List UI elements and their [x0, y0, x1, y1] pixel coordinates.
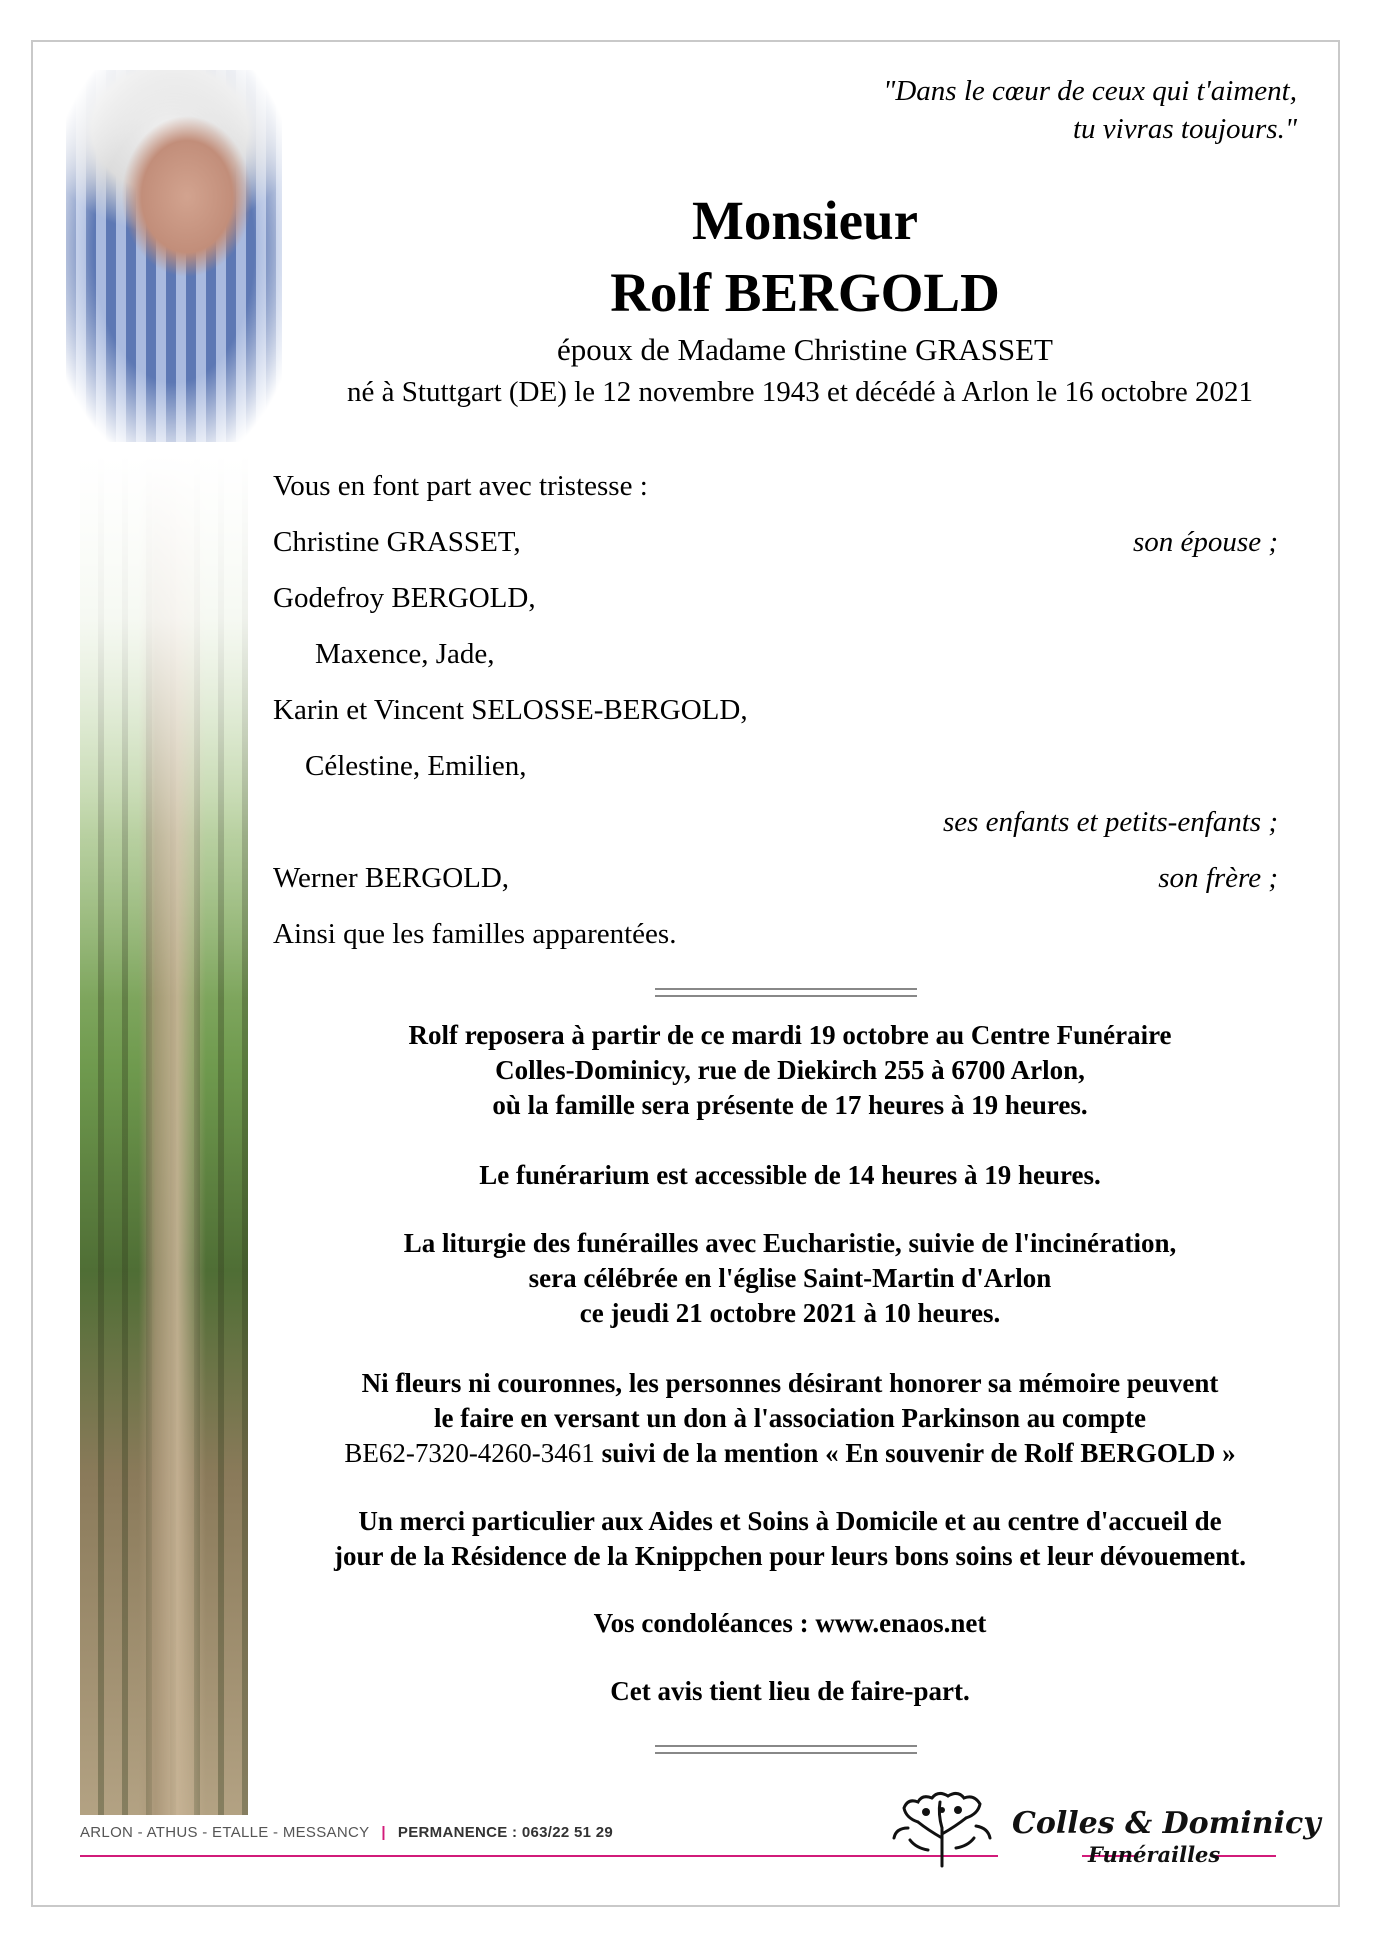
family-member: Werner BERGOLD, — [273, 862, 510, 894]
birth-death-line: né à Stuttgart (DE) le 12 novembre 1943 et décédé à Arlon le 16 octobre 2021 — [347, 376, 1253, 408]
spouse-line: époux de Madame Christine GRASSET — [557, 332, 1053, 367]
liturgy-paragraph: La liturgie des funérailles avec Eucharistie, suivie de l'incinération, sera célébrée en l'église Saint-Martin d'Arlon ce jeudi 21 octobre 2021 à 10 heures. — [403, 1228, 1177, 1328]
family-role: son frère ; — [1158, 862, 1278, 894]
funerarium-hours: Le funérarium est accessible de 14 heures à 19 heures. — [479, 1160, 1101, 1190]
family-member: Maxence, Jade, — [315, 638, 495, 670]
family-row — [273, 794, 1278, 850]
portrait-photo — [66, 70, 282, 442]
visitation-paragraph: Rolf reposera à partir de ce mardi 19 octobre au Centre Funéraire Colles-Dominicy, rue de Diekirch 255 à 6700 Arlon, où la famille sera présente de 17 heures à 19 heures. — [408, 1020, 1172, 1120]
thanks-paragraph: Un merci particulier aux Aides et Soins à Domicile et au centre d'accueil de jour de la Résidence de la Knippchen pour leurs bons soins et leur dévouement. — [333, 1506, 1247, 1571]
forest-path-image — [80, 455, 248, 1815]
family-member: Célestine, Emilien, — [305, 750, 527, 782]
family-role: son épouse ; — [1133, 526, 1278, 558]
logo-accent-line-right — [1216, 1855, 1276, 1857]
condolences-line: Vos condoléances : www.enaos.net — [593, 1608, 987, 1638]
footer-locations: ARLON - ATHUS - ETALLE - MESSANCY — [80, 1824, 370, 1841]
logo-wordmark: Colles & Dominicy — [1012, 1806, 1321, 1841]
bank-account: BE62-7320-4260-3461 — [344, 1438, 595, 1468]
footer-accent-line — [80, 1855, 998, 1857]
divider-bottom — [655, 1745, 917, 1754]
donation-paragraph: Ni fleurs ni couronnes, les personnes désirant honorer sa mémoire peuvent le faire en versant un don à l'association Parkinson au compte BE62-7320-4260-3461 suivi de la mention « En souvenir de Rolf BERGOLD » — [344, 1368, 1236, 1468]
family-member: Christine GRASSET, — [273, 526, 521, 558]
family-row — [273, 626, 1278, 682]
notice-line: Cet avis tient lieu de faire-part. — [610, 1676, 970, 1706]
family-intro: Vous en font part avec tristesse : — [273, 470, 648, 502]
family-role: ses enfants et petits-enfants ; — [942, 806, 1278, 838]
family-row — [273, 850, 1278, 906]
footer-separator: | — [381, 1824, 386, 1841]
tree-logo-icon — [888, 1788, 996, 1868]
footer-permanence: PERMANENCE : 063/22 51 29 — [397, 1824, 613, 1841]
family-row — [273, 682, 1278, 738]
footer-contact — [80, 1824, 613, 1841]
epitaph-quote: "Dans le cœur de ceux qui t'aiment, tu vivras toujours." — [883, 75, 1297, 145]
family-row — [273, 738, 1278, 794]
deceased-name: Rolf BERGOLD — [610, 262, 1000, 323]
family-member: Godefroy BERGOLD, — [273, 582, 536, 614]
family-row — [273, 514, 1278, 570]
family-row — [273, 906, 1278, 962]
divider-top — [655, 988, 917, 997]
family-member: Ainsi que les familles apparentées. — [273, 918, 677, 950]
family-member: Karin et Vincent SELOSSE-BERGOLD, — [273, 694, 748, 726]
family-list — [273, 458, 1278, 962]
title: Monsieur — [691, 190, 919, 251]
family-row — [273, 570, 1278, 626]
logo-subtitle: Funérailles — [1088, 1842, 1221, 1867]
